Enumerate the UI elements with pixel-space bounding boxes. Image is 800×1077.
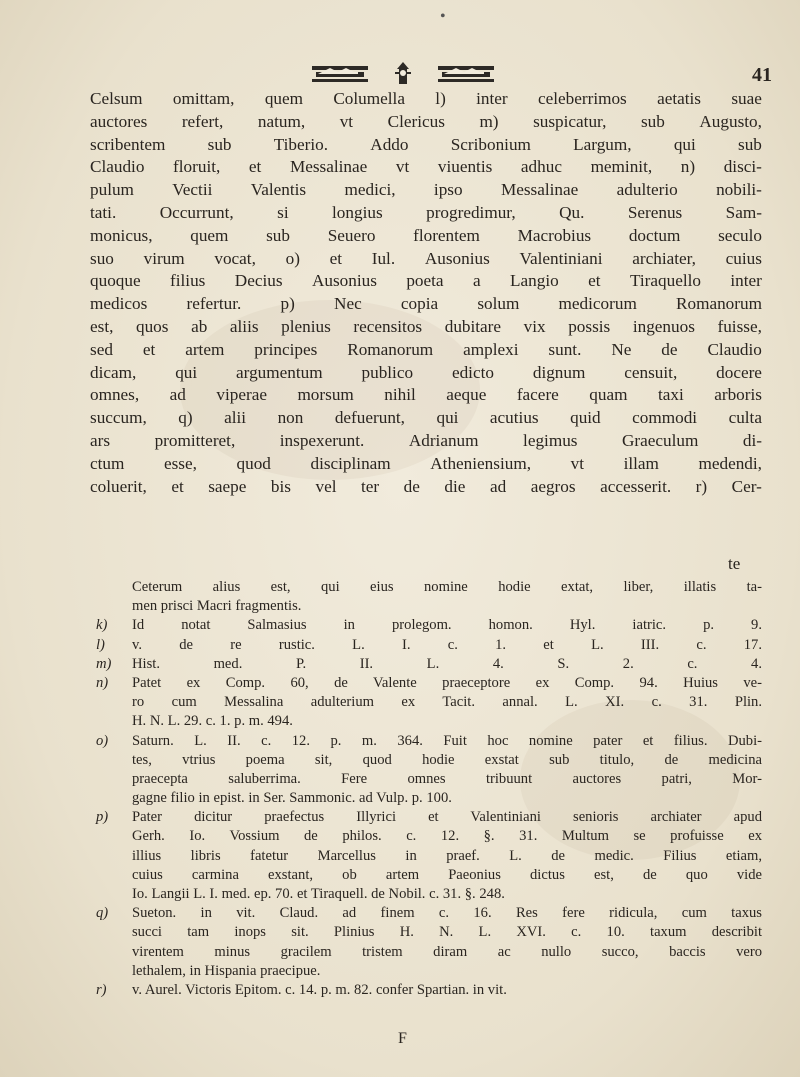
word: medicorum — [558, 294, 637, 314]
main-line — [90, 225, 762, 248]
word: vix — [523, 316, 546, 336]
word: pulum — [90, 180, 134, 200]
word: disciplinam — [310, 453, 391, 473]
word: coluerit, — [90, 476, 147, 496]
word: monicus, — [90, 225, 153, 245]
word: qui — [436, 408, 459, 428]
main-line — [90, 362, 762, 385]
word: Iul. — [371, 248, 396, 268]
footnote-text: v. Aurel. Victoris Epitom. c. 14. p. m. 82. confer Spartian. in vit. — [132, 981, 507, 998]
word: medicos — [90, 294, 148, 314]
footnote-text: v. de re rustic. L. I. c. 1. et L. III. c. 17. — [132, 636, 762, 653]
word: Romanorum — [676, 294, 762, 314]
word: dicam, — [90, 362, 137, 382]
footnote-text: men prisci Macri fragmentis. — [132, 598, 302, 615]
word: vt — [570, 453, 584, 473]
word: ipso — [433, 180, 463, 200]
footnote-line — [96, 962, 762, 981]
word: florentem — [413, 225, 480, 245]
footnote-line — [96, 847, 762, 866]
word: qui — [673, 134, 696, 154]
footnote-line — [96, 885, 762, 904]
word: vel — [315, 476, 337, 496]
word: Ausonius — [424, 248, 490, 268]
word: refertur. — [186, 294, 242, 314]
word: docere — [716, 362, 762, 382]
word: Decius — [234, 271, 283, 291]
word: censuit, — [624, 362, 678, 382]
main-line — [90, 453, 762, 476]
footnote-marker: n) — [96, 674, 109, 691]
word: aegros — [530, 476, 576, 496]
main-line — [90, 248, 762, 271]
footnote-text: Ceterum alius est, qui eius nomine hodie extat, liber, illatis ta- — [132, 579, 762, 595]
word: nihil — [384, 385, 416, 405]
footnote-text: Id notat Salmasius in prolegom. homon. Hyl. iatric. p. 9. — [132, 617, 762, 634]
word: Macrobius — [517, 225, 592, 245]
footnote-line — [96, 693, 762, 712]
footnote-line — [96, 616, 762, 635]
footnote-marker: r) — [96, 981, 107, 998]
footnote-text: tes, vtrius poema sit, quod hodie exstat sub titulo, de medicina — [132, 751, 762, 768]
word: Claudio — [90, 157, 145, 177]
footnote-text: succi tam inops sit. Plinius H. N. L. XVI. c. 10. taxum describit — [132, 924, 762, 941]
word: p) — [280, 294, 295, 314]
header-ornament — [308, 60, 498, 86]
word: sub — [207, 134, 232, 154]
footnote-line — [96, 578, 762, 597]
main-line — [90, 111, 762, 134]
footnote-text: lethalem, in Hispania praecipue. — [132, 962, 321, 979]
word: Largum, — [573, 134, 632, 154]
word: Columella — [333, 89, 405, 108]
word: si — [277, 202, 289, 222]
footnote-text: Saturn. L. II. c. 12. p. m. 364. Fuit hoc nomine pater et filius. Dubi- — [132, 732, 762, 749]
main-line — [90, 384, 762, 407]
word: taxi — [657, 385, 684, 405]
footnote-line — [96, 943, 762, 962]
main-line — [90, 316, 762, 339]
word: sub — [640, 111, 665, 131]
main-line — [90, 339, 762, 362]
word: commodi — [632, 408, 698, 428]
footnote-marker: p) — [96, 809, 109, 826]
word: inspexerunt. — [279, 430, 365, 450]
word: ars — [90, 430, 111, 450]
word: qui — [175, 362, 198, 382]
word: Valentis — [250, 180, 307, 200]
word: Messalinae — [500, 180, 579, 200]
word: doctum — [628, 225, 681, 245]
footnote-line — [96, 904, 762, 923]
footnote-line — [96, 712, 762, 731]
footnote-text: Hist. med. P. II. L. 4. S. 2. c. 4. — [132, 655, 762, 672]
footnote-line — [96, 789, 762, 808]
footnote-marker: o) — [96, 732, 109, 749]
word: saepe — [208, 476, 247, 496]
word: di- — [742, 430, 762, 450]
word: quem — [264, 89, 303, 108]
word: m) — [479, 111, 499, 131]
word: sub — [266, 225, 290, 245]
word: Sam- — [725, 202, 762, 222]
word: Vectii — [172, 180, 213, 200]
word: de — [403, 476, 420, 496]
word: vocat, — [214, 248, 256, 268]
word: suspicatur, — [533, 111, 607, 131]
word: Valentiniani — [519, 248, 603, 268]
word: artem — [185, 339, 225, 359]
main-line — [90, 88, 762, 111]
word: et — [329, 248, 343, 268]
word: celeberrimos — [537, 89, 627, 108]
word: floruit, — [173, 157, 221, 177]
word: Romanorum — [347, 339, 434, 359]
word: Scribonium — [450, 134, 531, 154]
word: Claudio — [707, 339, 762, 359]
word: et — [171, 476, 184, 496]
word: natum, — [257, 111, 306, 131]
word: progredimur, — [426, 202, 516, 222]
word: est, — [90, 316, 114, 336]
word: ad — [169, 385, 186, 405]
footnotes — [96, 578, 762, 1000]
word: scribentem — [90, 134, 166, 154]
word: adhuc — [520, 157, 562, 177]
word: principes — [254, 339, 318, 359]
word: alii — [224, 408, 247, 428]
footnote-line — [96, 866, 762, 885]
word: Qu. — [559, 202, 585, 222]
word: facere — [516, 385, 559, 405]
word: morsum — [297, 385, 354, 405]
word: refert, — [181, 111, 224, 131]
word: cuius — [725, 248, 762, 268]
footnote-line — [96, 751, 762, 770]
word: medendi, — [698, 453, 762, 473]
footnote-marker: m) — [96, 655, 112, 672]
footnote-text: Io. Langii L. I. med. ep. 70. et Tiraquell. de Nobil. c. 31. §. 248. — [132, 886, 505, 902]
word: Graeculum — [622, 430, 699, 450]
word: aeque — [446, 385, 487, 405]
word: dubitare — [444, 316, 502, 336]
word: disci- — [723, 157, 762, 177]
word: virum — [143, 248, 185, 268]
word: de — [661, 339, 678, 359]
word: et — [248, 157, 262, 177]
main-line — [90, 179, 762, 202]
word: quam — [589, 385, 628, 405]
word: n) — [680, 157, 696, 177]
word: aliis — [229, 316, 259, 336]
word: argumentum — [236, 362, 323, 382]
word: nobili- — [716, 180, 762, 200]
footnote-line — [96, 770, 762, 789]
word: inter — [730, 271, 762, 291]
word: quos — [135, 316, 169, 336]
main-line — [90, 270, 762, 293]
word: tati. — [90, 202, 117, 222]
word: a — [472, 271, 481, 291]
footnote-text: cuius carmina exstant, ob artem Paeonius dictus est, de quo vide — [132, 866, 762, 883]
word: medici, — [344, 180, 396, 200]
footnote-line — [96, 636, 762, 655]
word: Tiberio. — [273, 134, 329, 154]
word: viuentis — [437, 157, 493, 177]
word: sunt. — [548, 339, 582, 359]
top-mark: • — [440, 8, 446, 25]
main-line — [90, 476, 762, 499]
footnote-text: ro cum Messalina adulterium ex Tacit. annal. L. XI. c. 31. Plin. — [132, 694, 762, 711]
word: Ausonius — [311, 271, 377, 291]
word: possis — [568, 316, 611, 336]
word: defuerunt, — [334, 408, 405, 428]
word: Addo — [370, 134, 409, 154]
page-number: 41 — [752, 64, 772, 86]
footnote-text: Sueton. in vit. Claud. ad finem c. 16. Res fere ridicula, cum taxus — [132, 905, 762, 922]
footnote-line — [96, 827, 762, 846]
footnote-text: Patet ex Comp. 60, de Valente praeceptore ex Comp. 94. Huius ve- — [132, 674, 762, 691]
footnote-line — [96, 655, 762, 674]
main-line — [90, 156, 762, 179]
word: poeta — [406, 271, 444, 291]
footnote-text: H. N. L. 29. c. 1. p. m. 494. — [132, 713, 293, 730]
main-line — [90, 293, 762, 316]
word: l) — [435, 89, 446, 108]
word: ab — [191, 316, 208, 336]
word: Seuero — [327, 225, 376, 245]
word: Clericus — [387, 111, 445, 131]
word: ctum — [90, 453, 125, 473]
footnote-line — [96, 674, 762, 693]
word: publico — [361, 362, 414, 382]
word: suae — [731, 89, 762, 108]
catchword: te — [728, 554, 741, 573]
word: vt — [339, 111, 354, 131]
word: quid — [570, 408, 601, 428]
word: Tiraquello — [629, 271, 701, 291]
footnote-marker: l) — [96, 636, 105, 653]
word: solum — [477, 294, 520, 314]
word: fuisse, — [717, 316, 762, 336]
word: copia — [400, 294, 439, 314]
word: Langio — [510, 271, 559, 291]
word: ad — [489, 476, 507, 496]
word: et — [142, 339, 156, 359]
word: sed — [90, 339, 113, 359]
word: vt — [395, 157, 410, 177]
footnote-line — [96, 923, 762, 942]
footnote-line — [96, 597, 762, 616]
word: et — [588, 271, 601, 291]
word: longius — [332, 202, 383, 222]
word: quem — [190, 225, 229, 245]
word: inter — [476, 89, 508, 108]
word: omittam, — [172, 89, 235, 108]
word: Celsum — [90, 89, 143, 108]
word: bis — [270, 476, 291, 496]
word: aetatis — [657, 89, 701, 108]
word: acutius — [489, 408, 539, 428]
word: die — [444, 476, 466, 496]
word: promitteret, — [154, 430, 236, 450]
word: arboris — [714, 385, 762, 405]
word: auctores — [90, 111, 148, 131]
word: viperae — [216, 385, 267, 405]
word: Augusto, — [699, 111, 762, 131]
word: Occurrunt, — [159, 202, 234, 222]
footnote-text: illius libris fatetur Marcellus in praef. L. de medic. Filius etiam, — [132, 847, 762, 864]
word: illam — [623, 453, 659, 473]
main-text — [90, 88, 762, 498]
word: ingenuos — [632, 316, 695, 336]
word: omnes, — [90, 385, 140, 405]
footnote-line — [96, 981, 762, 1000]
word: q) — [178, 408, 193, 428]
word: edicto — [451, 362, 494, 382]
footnote-line — [96, 732, 762, 751]
main-line — [90, 430, 762, 453]
word: Atheniensium, — [430, 453, 531, 473]
footnote-text: Pater dicitur praefectus Illyrici et Valentiniani senioris archiater apud — [132, 809, 762, 826]
word: Nec — [334, 294, 362, 314]
signature-mark: F — [398, 1030, 407, 1047]
footnote-line — [96, 808, 762, 827]
word: Adrianum — [408, 430, 479, 450]
footnote-marker: q) — [96, 905, 109, 922]
word: meminit, — [590, 157, 653, 177]
footnote-text: praecepta saluberrima. Fere omnes tribuunt auctores patri, Mor- — [132, 770, 762, 787]
word: succum, — [90, 408, 147, 428]
word: amplexi — [463, 339, 519, 359]
word: dignum — [532, 362, 586, 382]
word: culta — [728, 408, 762, 428]
word: quoque — [90, 271, 141, 291]
footnote-marker: k) — [96, 617, 108, 634]
word: filius — [170, 271, 206, 291]
word: Cer- — [731, 476, 762, 496]
footnote-text: virentem minus gracilem tristem diram ac nullo succo, baccis vero — [132, 943, 762, 960]
word: accesserit. — [600, 476, 672, 496]
word: archiater, — [632, 248, 696, 268]
word: o) — [285, 248, 300, 268]
word: legimus — [523, 430, 578, 450]
word: quod — [236, 453, 271, 473]
word: Ne — [611, 339, 632, 359]
word: adulterio — [616, 180, 678, 200]
word: suo — [90, 248, 114, 268]
footnote-text: gagne filio in epist. in Ser. Sammonic. ad Vulp. p. 100. — [132, 790, 452, 807]
word: recensitos — [353, 316, 423, 336]
word: Messalinae — [289, 157, 368, 177]
word: non — [277, 408, 304, 428]
main-line — [90, 202, 762, 225]
word: r) — [695, 476, 708, 496]
word: sub — [738, 134, 762, 154]
footnote-text: Gerh. Io. Vossium de philos. c. 12. §. 31. Multum se profuisse ex — [132, 828, 762, 845]
word: Serenus — [627, 202, 683, 222]
word: ter — [361, 476, 380, 496]
main-line — [90, 134, 762, 157]
word: seculo — [718, 225, 762, 245]
word: plenius — [281, 316, 331, 336]
main-line — [90, 407, 762, 430]
word: esse, — [163, 453, 197, 473]
